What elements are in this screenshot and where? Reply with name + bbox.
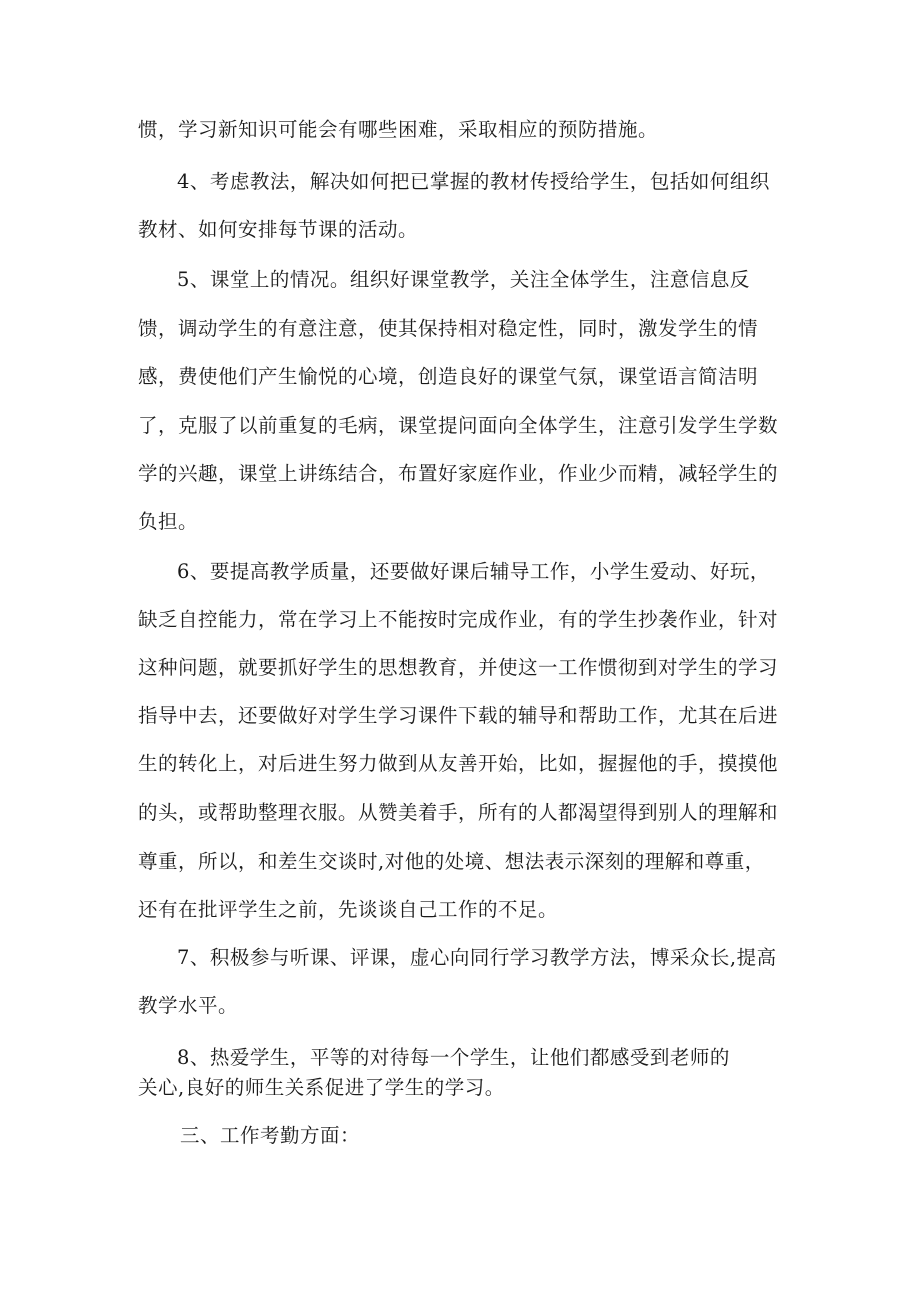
paragraph-line: 生的转化上，对后进生努力做到从友善开始，比如，握握他的手，摸摸他 xyxy=(138,752,779,775)
paragraph-line: 了，克服了以前重复的毛病，课堂提问面向全体学生，注意引发学生学数 xyxy=(138,414,779,437)
paragraph-line: 惯，学习新知识可能会有哪些困难，采取相应的预防措施。 xyxy=(138,118,659,141)
paragraph-line: 指导中去，还要做好对学生学习课件下载的辅导和帮助工作，尤其在后进 xyxy=(138,704,779,727)
paragraph-line: 4、考虑教法，解决如何把已掌握的教材传授给学生，包括如何组织 xyxy=(177,170,770,193)
paragraph-line: 5、课堂上的情况。组织好课堂教学，关注全体学生，注意信息反 xyxy=(177,268,750,291)
paragraph-line: 馈，调动学生的有意注意，使其保持相对稳定性，同时，激发学生的情 xyxy=(138,317,759,340)
paragraph-line: 这种问题，就要抓好学生的思想教育，并使这一工作惯彻到对学生的学习 xyxy=(138,656,779,679)
paragraph-line: 8、热爱学生，平等的对待每一个学生，让他们都感受到老师的 xyxy=(177,1046,730,1069)
paragraph-line: 教学水平。 xyxy=(138,994,239,1017)
paragraph-line: 7、积极参与听课、评课，虚心向同行学习教学方法，博采众长,提高 xyxy=(177,946,777,969)
paragraph-line: 还有在批评学生之前，先谈谈自己工作的不足。 xyxy=(138,898,559,921)
paragraph-line: 教材、如何安排每节课的活动。 xyxy=(138,218,419,241)
paragraph-line: 感，费使他们产生愉悦的心境，创造良好的课堂气氛，课堂语言简洁明 xyxy=(138,365,759,388)
paragraph-line: 尊重，所以，和差生交谈时,对他的处境、想法表示深刻的理解和尊重， xyxy=(138,850,765,873)
paragraph-line: 负担。 xyxy=(138,510,199,533)
paragraph-line: 6、要提高教学质量，还要做好课后辅导工作，小学生爱动、好玩， xyxy=(177,560,770,583)
section-heading: 三、工作考勤方面： xyxy=(180,1124,361,1147)
paragraph-line: 的头，或帮助整理衣服。从赞美着手，所有的人都渴望得到别人的理解和 xyxy=(138,801,779,824)
paragraph-line: 学的兴趣，课堂上讲练结合，布置好家庭作业，作业少而精，减轻学生的 xyxy=(138,462,779,485)
paragraph-line: 缺乏自控能力，常在学习上不能按时完成作业，有的学生抄袭作业，针对 xyxy=(138,608,779,631)
paragraph-line: 关心,良好的师生关系促进了学生的学习。 xyxy=(138,1076,505,1099)
